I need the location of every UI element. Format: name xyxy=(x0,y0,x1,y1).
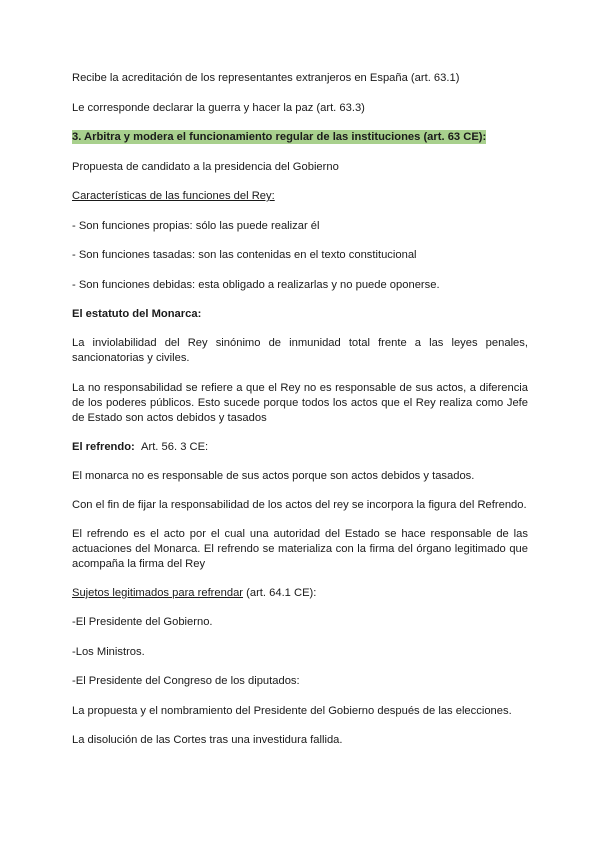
paragraph-refrendo-3: El refrendo es el acto por el cual una autoridad del Estado se hace responsable de las actuaciones del Monarca. El refrendo se materializa con la firma del órgano legitimado que acompaña la firma del Rey xyxy=(72,528,528,570)
paragraph-guerra-paz: Le corresponde declarar la guerra y hacer la paz (art. 63.3) xyxy=(72,102,365,114)
list-item-presidente-gobierno: -El Presidente del Gobierno. xyxy=(72,616,213,628)
refrendo-heading-line xyxy=(72,440,528,455)
section-3-heading-text: 3. Arbitra y modera el funcionamiento regular de las instituciones (art. 63 CE): xyxy=(72,131,487,143)
section-3-heading xyxy=(72,130,528,145)
list-item-ministros: -Los Ministros. xyxy=(72,646,145,658)
sujetos-heading-line xyxy=(72,586,528,601)
paragraph-refrendo-1: El monarca no es responsable de sus actos porque son actos debidos y tasados. xyxy=(72,470,475,482)
refrendo-article: Art. 56. 3 CE: xyxy=(141,441,209,453)
paragraph-inviolabilidad: La inviolabilidad del Rey sinónimo de inmunidad total frente a las leyes penales, sancionatorias y civiles. xyxy=(72,337,528,364)
paragraph-disolucion-cortes: La disolución de las Cortes tras una investidura fallida. xyxy=(72,734,343,746)
paragraph-acreditacion: Recibe la acreditación de los representantes extranjeros en España (art. 63.1) xyxy=(72,72,460,84)
list-item-funcion-tasada: - Son funciones tasadas: son las contenidas en el texto constitucional xyxy=(72,249,417,261)
caracteristicas-heading: Características de las funciones del Rey: xyxy=(72,190,275,202)
estatuto-heading: El estatuto del Monarca: xyxy=(72,308,202,320)
list-item-funcion-propia: - Son funciones propias: sólo las puede realizar él xyxy=(72,220,320,232)
list-item-funcion-debida: - Son funciones debidas: esta obligado a realizarlas y no puede oponerse. xyxy=(72,279,440,291)
paragraph-propuesta-candidato: Propuesta de candidato a la presidencia del Gobierno xyxy=(72,161,339,173)
list-item-presidente-congreso: -El Presidente del Congreso de los diputados: xyxy=(72,675,300,687)
paragraph-refrendo-2: Con el fin de fijar la responsabilidad de los actos del rey se incorpora la figura del Refrendo. xyxy=(72,499,527,511)
refrendo-heading: El refrendo: xyxy=(72,441,135,453)
paragraph-propuesta-nombramiento: La propuesta y el nombramiento del Presidente del Gobierno después de las elecciones. xyxy=(72,705,512,717)
sujetos-heading: Sujetos legitimados para refrendar xyxy=(72,587,244,599)
paragraph-no-responsabilidad: La no responsabilidad se refiere a que el Rey no es responsable de sus actos, a diferencia de los poderes públicos. Esto sucede porque todos los actos que el Rey realiza como Jefe de Estado son actos debidos y tasados xyxy=(72,382,528,424)
sujetos-article: (art. 64.1 CE): xyxy=(246,587,317,599)
